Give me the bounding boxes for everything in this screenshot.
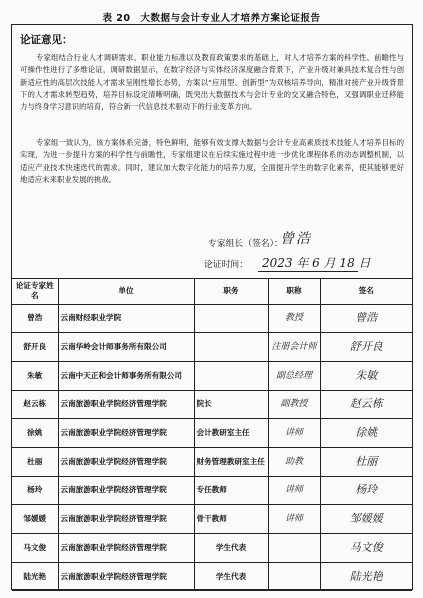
expert-title-cell	[268, 419, 320, 448]
expert-position: 专任教师	[194, 476, 268, 505]
expert-signature: 马文俊	[349, 540, 383, 554]
header-position: 职务	[194, 278, 268, 304]
expert-signature-cell	[320, 447, 412, 476]
expert-position	[194, 333, 268, 362]
opinion-paragraph-2: 专家组一致认为，该方案体系完备，特色鲜明，能够有效支撑大数据与会计专业高素质技术技能人才培养目标的实现，为进一步提升方案的科学性与前瞻性，专家组建议在后续实施过程中进一步优化课程体系的动态调整机制，以适应产业技术快速迭代的需求。同时，建议加大数字化能力的培养力度，全面提升学生的数字化素养，使其能够更好地适应未来职业发展的挑战。	[20, 138, 404, 184]
expert-unit: 云南旅游职业学院经济管理学院	[58, 476, 194, 505]
expert-unit: 云南旅游职业学院经济管理学院	[58, 534, 194, 563]
header-title: 职称	[268, 278, 320, 304]
header-signature: 签名	[320, 278, 412, 304]
report-frame	[11, 24, 413, 590]
expert-unit: 云南旅游职业学院经济管理学院	[58, 505, 194, 534]
expert-signature: 赵云栋	[349, 397, 383, 411]
table-row	[12, 419, 412, 448]
expert-signature: 杜丽	[355, 454, 378, 468]
opinion-title: 论证意见：	[20, 34, 73, 46]
expert-table-header	[12, 278, 412, 304]
table-row	[12, 447, 412, 476]
table-row	[12, 476, 412, 505]
table-row	[12, 390, 412, 419]
table-row	[12, 505, 412, 534]
expert-signature: 陆光艳	[349, 569, 383, 583]
expert-position: 学生代表	[194, 534, 268, 563]
expert-title-handwritten: 讲师	[284, 428, 303, 439]
expert-signature-cell	[320, 361, 412, 390]
date-label: 论证时间：	[204, 260, 248, 270]
expert-unit: 云南华岭会计师事务所有限公司	[58, 333, 194, 362]
expert-title-cell	[268, 447, 320, 476]
expert-title-handwritten: 副总经理	[275, 370, 312, 381]
opinion-paragraph-1: 专家组结合行业人才调研需求、职业能力标准以及教育政策要求的基础上，对人才培养方案的科学性、前瞻性与可操作性进行了多维论证，调研数据显示，在数字经济与实体经济深度融合背景下，产业升级对兼具技术复合性与创新适应性的高层次技能人才需求呈刚性增长态势，方案以“应用型、创新型”为双核培养导向，精准对接产业升级背景下的人才需求转型趋势，培养目标设定清晰明确，既突出大数据技术与会计专业的交叉融合特色，又强调职业迁移能力与终身学习意识的培育，符合新一代信息技术驱动下的行业变革方向。	[20, 53, 404, 112]
expert-title-handwritten: 讲师	[284, 485, 303, 496]
expert-name: 徐姚	[12, 419, 58, 448]
expert-position: 骨干教师	[194, 505, 268, 534]
table-row	[12, 333, 412, 362]
expert-title-cell	[268, 534, 320, 563]
expert-position: 院长	[194, 390, 268, 419]
expert-signature-cell	[320, 505, 412, 534]
expert-signature: 曾浩	[355, 311, 378, 325]
expert-position	[194, 304, 268, 333]
expert-signature: 杨玲	[355, 483, 378, 497]
expert-signature-cell	[320, 534, 412, 563]
expert-title-cell	[268, 361, 320, 390]
expert-name: 舒开良	[12, 333, 58, 362]
expert-name: 赵云栋	[12, 390, 58, 419]
expert-position: 学生代表	[194, 562, 268, 591]
expert-signature-cell	[320, 476, 412, 505]
expert-signature-cell	[320, 390, 412, 419]
expert-position: 会计教研室主任	[194, 419, 268, 448]
expert-signature-cell	[320, 304, 412, 333]
expert-name: 曾浩	[12, 304, 58, 333]
table-row	[12, 304, 412, 333]
expert-name: 杨玲	[12, 476, 58, 505]
opinion-section	[12, 25, 412, 279]
expert-title-handwritten: 注册会计师	[271, 342, 317, 353]
expert-title-cell	[268, 476, 320, 505]
expert-signature: 徐姚	[355, 426, 378, 440]
expert-name: 杜丽	[12, 447, 58, 476]
table-row	[12, 562, 412, 591]
expert-title-cell	[268, 304, 320, 333]
expert-name: 陆光艳	[12, 562, 58, 591]
table-row	[12, 534, 412, 563]
table-row	[12, 361, 412, 390]
leader-signature: 曾浩	[280, 231, 312, 247]
expert-position: 财务管理教研室主任	[194, 447, 268, 476]
expert-title-cell	[268, 390, 320, 419]
leader-label: 专家组长（签名）：	[208, 239, 283, 249]
expert-title-handwritten: 教授	[284, 313, 303, 324]
table-caption: 表 20 大数据与会计专业人才培养方案论证报告	[102, 13, 321, 24]
expert-signature-cell	[320, 333, 412, 362]
expert-title-cell	[268, 562, 320, 591]
date-underline	[258, 271, 358, 272]
expert-signature: 朱敏	[355, 368, 378, 382]
expert-signature-cell	[320, 419, 412, 448]
header-expert: 论证专家姓名	[12, 278, 58, 304]
expert-title-handwritten: 副教授	[280, 399, 308, 410]
expert-table	[12, 278, 412, 591]
expert-position	[194, 361, 268, 390]
expert-signature: 舒开良	[349, 340, 383, 354]
expert-title-handwritten: 助教	[284, 456, 303, 467]
expert-title-handwritten: 讲师	[284, 514, 303, 525]
expert-unit: 云南旅游职业学院经济管理学院	[58, 562, 194, 591]
header-unit: 单位	[58, 278, 194, 304]
expert-name: 朱敏	[12, 361, 58, 390]
expert-name: 邹媛媛	[12, 505, 58, 534]
expert-unit: 云南旅游职业学院经济管理学院	[58, 419, 194, 448]
expert-signature: 邹媛媛	[349, 512, 383, 526]
date-value: 2023 年 6 月 18 日	[262, 256, 371, 270]
expert-title-cell	[268, 505, 320, 534]
expert-name: 马文俊	[12, 534, 58, 563]
expert-unit: 云南旅游职业学院经济管理学院	[58, 447, 194, 476]
expert-title-cell	[268, 333, 320, 362]
expert-unit: 云南旅游职业学院经济管理学院	[58, 390, 194, 419]
expert-unit: 云南财经职业学院	[58, 304, 194, 333]
expert-unit: 云南中天正和会计师事务所有限公司	[58, 361, 194, 390]
expert-signature-cell	[320, 562, 412, 591]
